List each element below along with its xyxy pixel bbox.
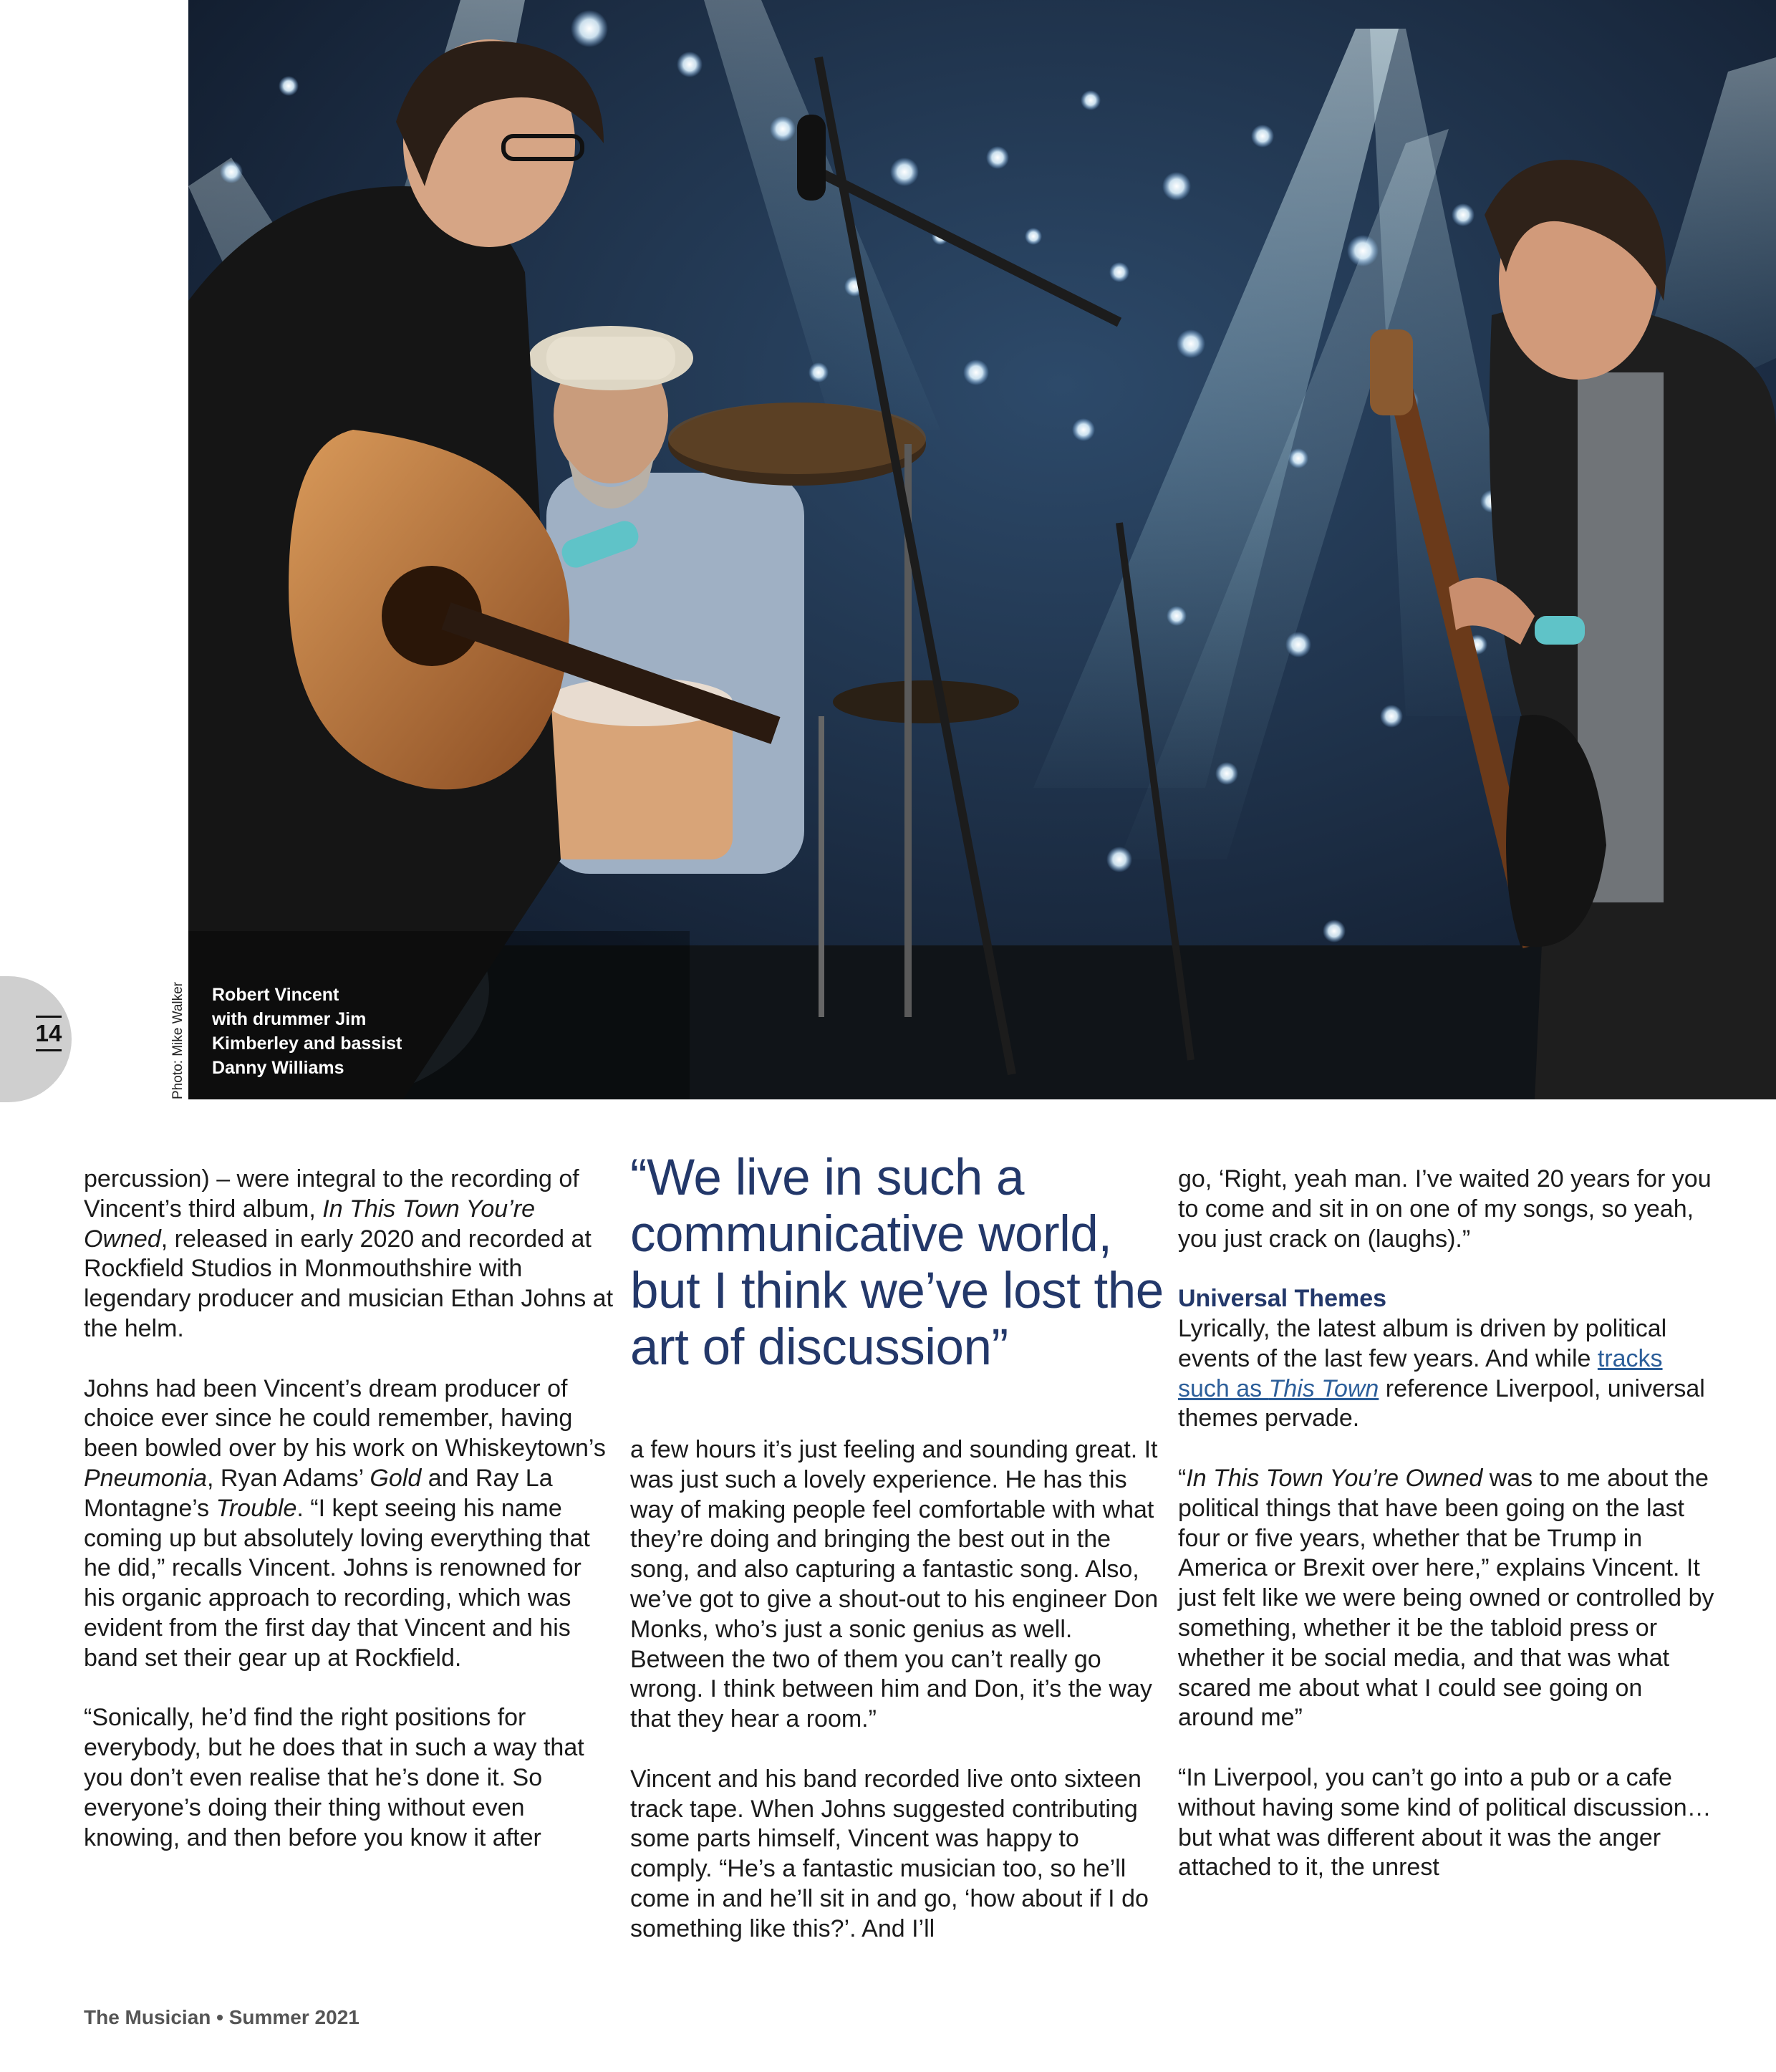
text-run: , Ryan Adams’	[207, 1464, 370, 1492]
text-run: percussion) – were integral to the recording of Vincent’s third album,	[84, 1165, 579, 1223]
paragraph	[84, 1374, 614, 1674]
photo-caption	[212, 983, 448, 1080]
caption-line: Kimberley and bassist	[212, 1033, 402, 1054]
album-title: In This Town You’re Owned	[1186, 1464, 1483, 1492]
album-title: Trouble	[216, 1494, 297, 1522]
paragraph: a few hours it’s just feeling and sounding great. It was just such a lovely experience. He has this way of making people feel comfortable with what they’re doing and bringing the best out in the song, and also capturing a fantastic song. Also, we’ve got to give a shout-out to his engineer Don Monks, who’s just a sonic genius as well. Between the two of them you can’t really go wrong. I think between him and Don, it’s the way that they hear a room.”	[630, 1436, 1159, 1733]
article-column-1	[84, 1165, 614, 1853]
paragraph: go, ‘Right, yeah man. I’ve waited 20 years for you to come and sit in on one of my songs, so yeah, you just crack on (laughs).”	[1178, 1165, 1712, 1253]
pull-quote: “We live in such a communicative world, but I think we’ve lost the art of discussion”	[630, 1150, 1164, 1376]
article-column-3	[1178, 1165, 1715, 1883]
caption-line: Robert Vincent	[212, 985, 339, 1005]
paragraph: “Sonically, he’d find the right positions for everybody, but he does that in such a way that you don’t even realise that he’s done it. So everyone’s doing their thing without even knowing, and then before you know it after	[84, 1704, 584, 1851]
text-run: , released in early 2020 and recorded at Rockfield Studios in Monmouthshire with legendary producer and musician Ethan Johns at the helm.	[84, 1225, 614, 1342]
paragraph: Vincent and his band recorded live onto sixteen track tape. When Johns suggested contributing some parts himself, Vincent was happy to comply. “He’s a fantastic musician too, so he’ll come in and he’ll sit in and go, ‘how about if I do something like this?’. And I’ll	[630, 1765, 1149, 1942]
paragraph	[1178, 1284, 1715, 1434]
album-title: Gold	[370, 1464, 422, 1492]
caption-line: with drummer Jim	[212, 1009, 367, 1029]
text-run: and Ray La Montagne’s	[84, 1464, 553, 1522]
caption-line: Danny Williams	[212, 1058, 344, 1078]
article-column-2	[630, 1435, 1160, 1945]
text-run: Johns had been Vincent’s dream producer of choice ever since he could remember, having been bowled over by his work on Whiskeytown’s	[84, 1374, 606, 1463]
link-text: tracks such as	[1178, 1344, 1663, 1402]
concert-photo	[188, 0, 1776, 1099]
text-run: Lyrically, the latest album is driven by political events of the last few years. And while	[1178, 1314, 1667, 1372]
text-run: was to me about the political things that have been going on the last four or five years, whether that be Trump in America or Brexit over here,” explains Vincent. It just felt like we were being owned or controlled by something, whether it be the tabloid press or whether it be social media, and that was what scared me about what I could see going on around me”	[1178, 1464, 1714, 1732]
link-text: This Town	[1268, 1374, 1379, 1402]
paragraph	[84, 1165, 614, 1344]
text-run: reference Liverpool, universal themes pervade.	[1178, 1374, 1705, 1432]
text-run: . “I kept seeing his name coming up but absolutely loving everything that he did,” recalls Vincent. Johns is renowned for his organic approach to recording, which was evident from the first day that Vincent and his band set their gear up at Rockfield.	[84, 1494, 590, 1672]
magazine-footer: The Musician • Summer 2021	[84, 2006, 359, 2028]
album-title: Pneumonia	[84, 1464, 208, 1492]
album-title: In This Town You’re Owned	[84, 1195, 536, 1253]
paragraph	[1178, 1464, 1715, 1733]
page-number: 14	[33, 1020, 64, 1047]
section-subhead: Universal Themes	[1178, 1285, 1387, 1313]
text-run: “	[1178, 1464, 1187, 1492]
paragraph: “In Liverpool, you can’t go into a pub or a cafe without having some kind of political discussion… but what was different about it was the anger attached to it, the unrest	[1178, 1763, 1712, 1881]
photo-credit: Photo: Mike Walker	[170, 981, 185, 1099]
